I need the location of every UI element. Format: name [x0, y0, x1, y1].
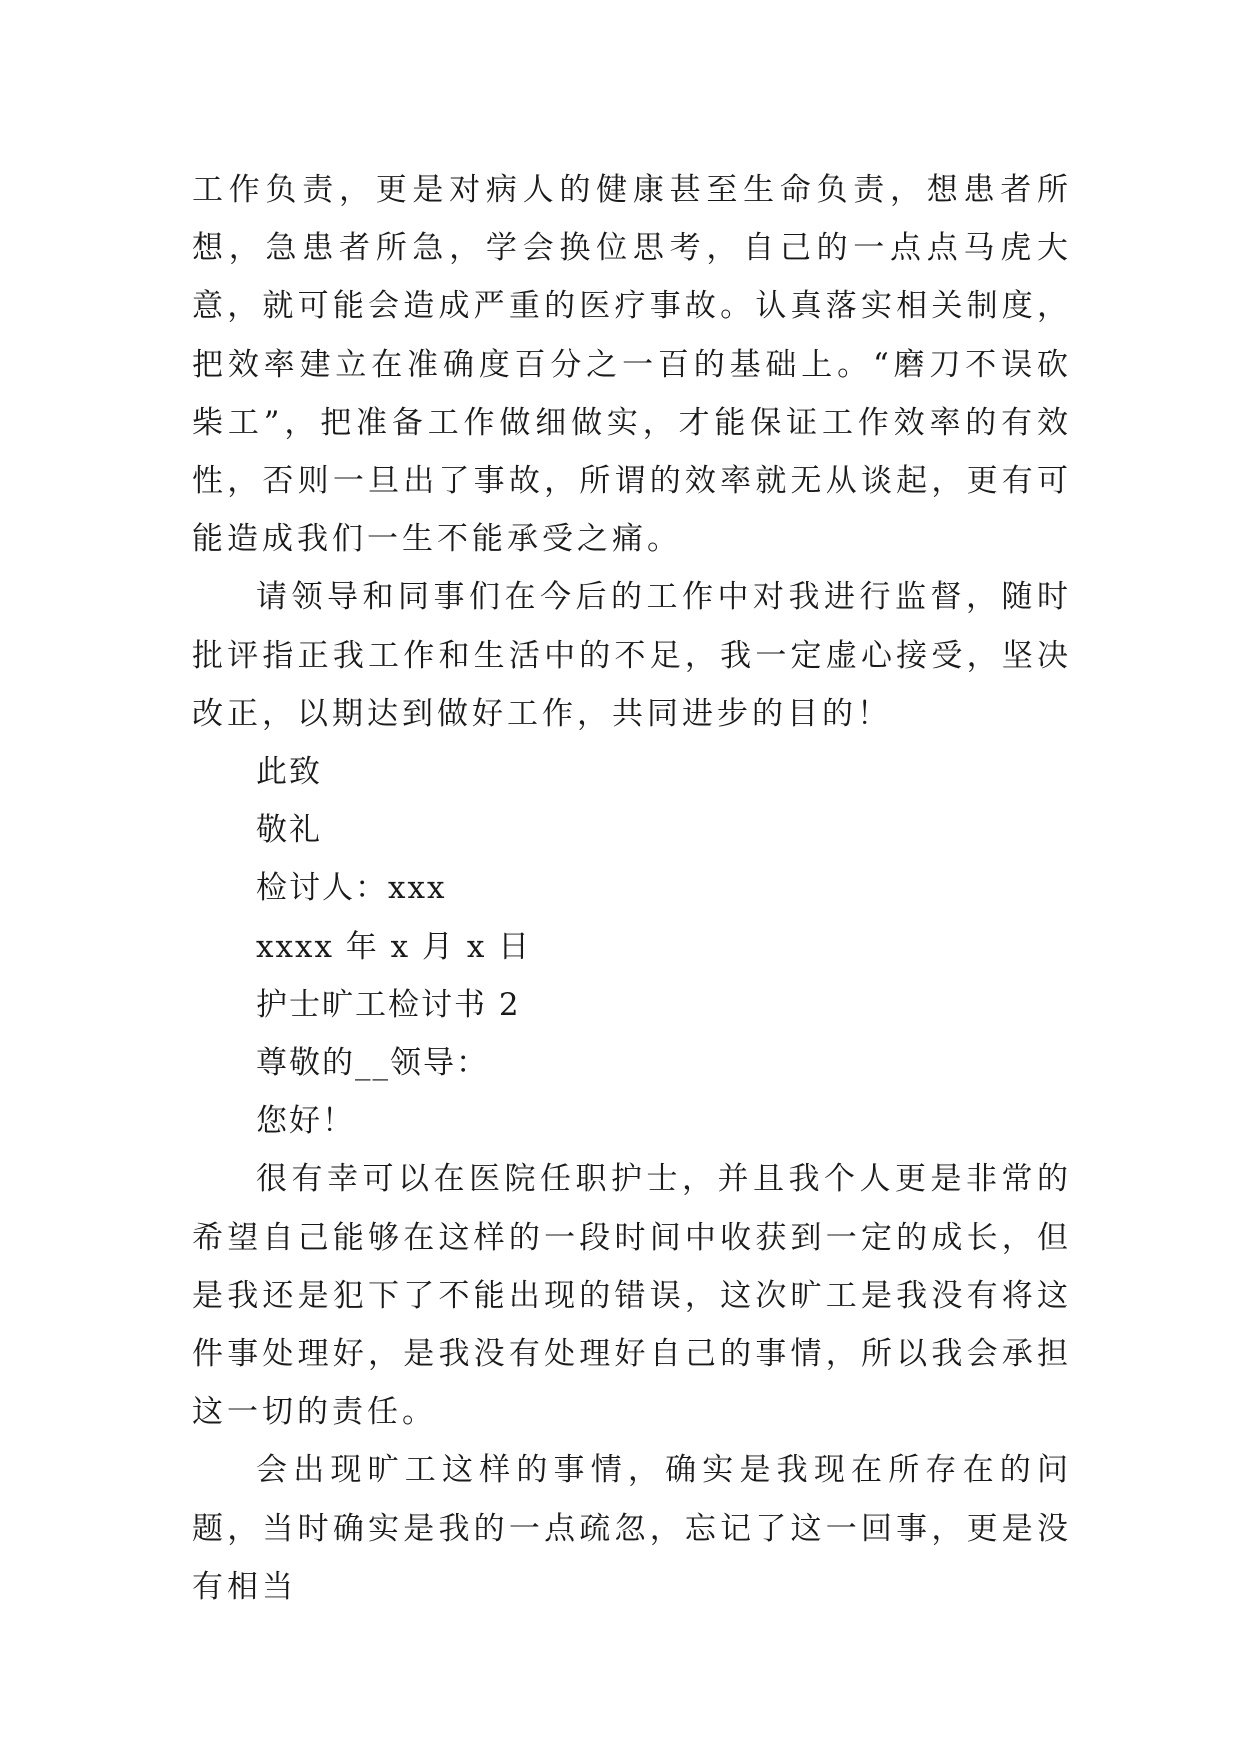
paragraph-introduction: 很有幸可以在医院任职护士，并且我个人更是非常的希望自己能够在这样的一段时间中收获到一定的成长，但是我还是犯下了不能出现的错误，这次旷工是我没有将这件事处理好，是我没有处理好自己的事情，所以我会承担这一切的责任。: [192, 1161, 1072, 1431]
closing-regards: 敬礼: [256, 812, 322, 849]
document-body: [192, 161, 1072, 1616]
signature-line: 检讨人：xxx: [256, 870, 447, 907]
paragraph-explanation: 会出现旷工这样的事情，确实是我现在所存在的问题，当时确实是我的一点疏忽，忘记了这一回事，更是没有相当: [192, 1452, 1072, 1605]
greeting-addressee: 尊敬的__领导：: [256, 1045, 489, 1082]
paragraph-supervision-request: 请领导和同事们在今后的工作中对我进行监督，随时批评指正我工作和生活中的不足，我一定虚心接受，坚决改正，以期达到做好工作，共同进步的目的！: [192, 579, 1072, 732]
section-title: 护士旷工检讨书 2: [256, 986, 521, 1023]
closing-salutation: 此致: [256, 754, 322, 791]
date-line: xxxx 年 x 月 x 日: [256, 928, 532, 965]
greeting: 您好！: [256, 1103, 355, 1140]
paragraph-continuation: 工作负责，更是对病人的健康甚至生命负责，想患者所想，急患者所急，学会换位思考，自己的一点点马虎大意，就可能会造成严重的医疗事故。认真落实相关制度，把效率建立在准确度百分之一百的基础上。“磨刀不误砍柴工”，把准备工作做细做实，才能保证工作效率的有效性，否则一旦出了事故，所谓的效率就无从谈起，更有可能造成我们一生不能承受之痛。: [192, 172, 1072, 558]
